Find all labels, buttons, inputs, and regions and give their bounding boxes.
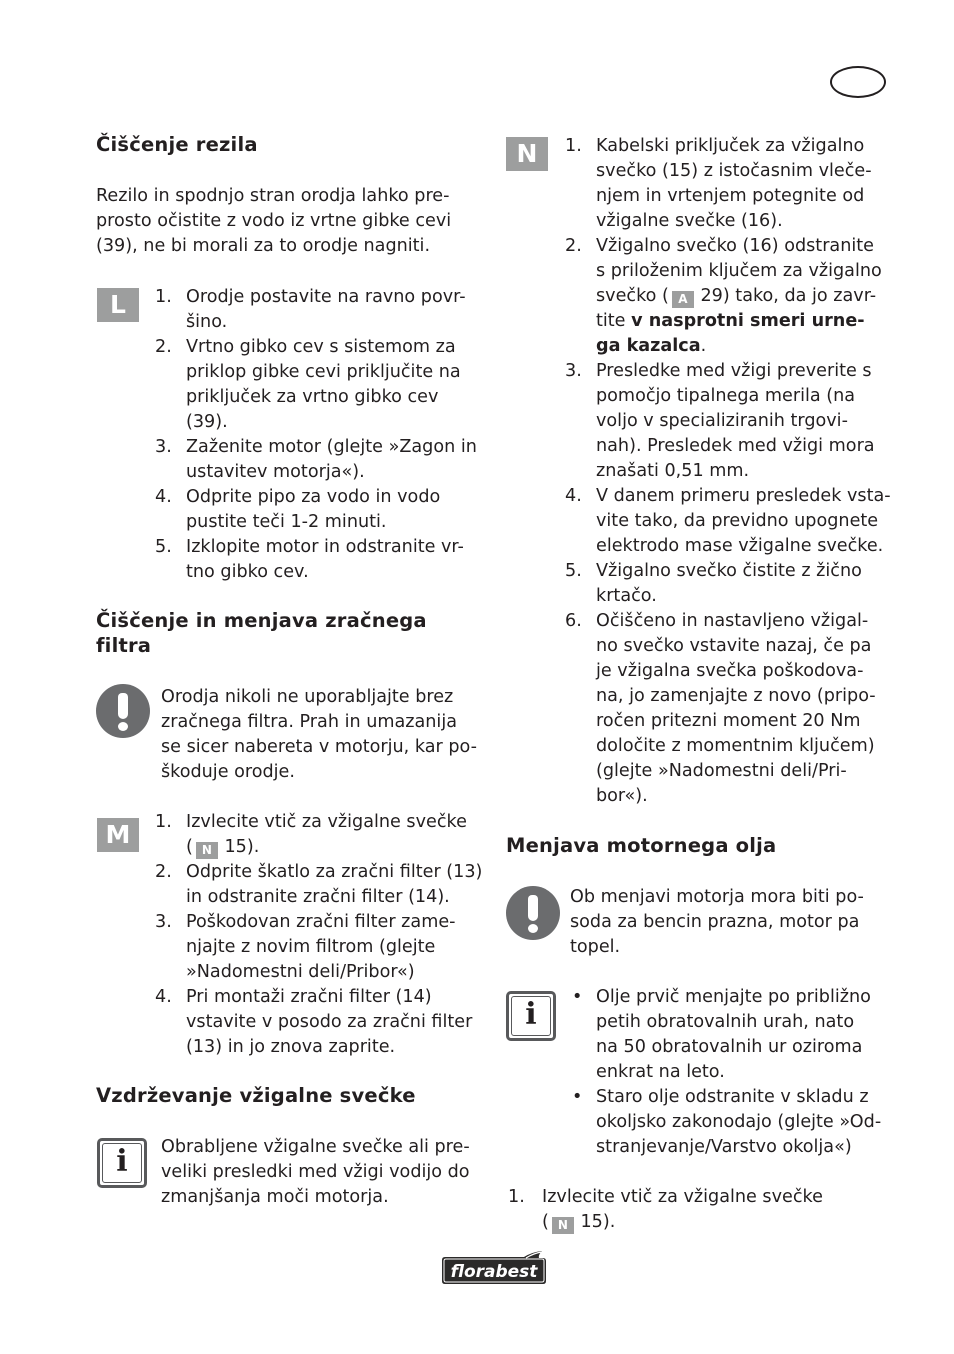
list-item [565, 134, 895, 234]
text-line: škoduje orodje. [161, 762, 295, 782]
list-item [155, 910, 485, 985]
list-item [155, 535, 485, 585]
list-item [155, 285, 485, 335]
steps-list-l [155, 285, 485, 585]
item-number: 4. [155, 987, 172, 1007]
text-line: tite v nasprotni smeri urne- [596, 311, 865, 331]
text-line: ( N 15). [542, 1212, 616, 1232]
text-line: no svečko vstavite nazaj, če pa [596, 636, 872, 656]
text-line: šino. [186, 312, 228, 332]
text-line: ( N 15). [186, 837, 260, 857]
list-item [565, 234, 895, 359]
item-number: 1. [565, 136, 582, 156]
list-item [155, 435, 485, 485]
text-line: se sicer nabereta v motorju, kar po- [161, 737, 477, 757]
item-number: 1. [155, 812, 172, 832]
step-marker-l: L [97, 288, 139, 322]
text-line: voljo v specializiranih trgovi- [596, 411, 848, 431]
heading-line: Čiščenje in menjava zračnega [96, 609, 427, 632]
text-line: Izvlecite vtič za vžigalne svečke [186, 812, 467, 832]
list-item [565, 609, 895, 809]
text-line: na, jo zamenjajte z novo (pripo- [596, 686, 876, 706]
text-line: (39). [186, 412, 228, 432]
list-item [565, 484, 895, 559]
text-line: Vrtno gibko cev s sistemom za [186, 337, 456, 357]
text-line: stranjevanje/Varstvo okolja«) [596, 1137, 852, 1157]
step-marker-n: N [506, 137, 548, 171]
text-line: tno gibko cev. [186, 562, 309, 582]
text-line: Odprite škatlo za zračni filter (13) [186, 862, 483, 882]
text-line: elektrodo mase vžigalne svečke. [596, 536, 884, 556]
list-item [155, 860, 485, 910]
text-line: Ob menjavi motorja mora biti po- [570, 887, 864, 907]
air-filter-warning-text [161, 685, 481, 785]
text-line: Odprite pipo za vodo in vodo [186, 487, 441, 507]
text-line: Rezilo in spodnjo stran orodja lahko pre- [96, 186, 450, 206]
text-line: petih obratovalnih urah, nato [596, 1012, 855, 1032]
text-line: Presledke med vžigi preverite s [596, 361, 872, 381]
text-line: Očiščeno in nastavljeno vžigal- [596, 611, 869, 631]
text-line: ustavitev motorja«). [186, 462, 365, 482]
text-line: pustite teči 1-2 minuti. [186, 512, 387, 532]
item-number: 2. [155, 337, 172, 357]
text-line: vžigalne svečke (16). [596, 211, 783, 231]
heading-blade-cleaning: Čiščenje rezila [96, 133, 258, 156]
heading-line: filtra [96, 634, 152, 657]
item-number: 4. [565, 486, 582, 506]
oil-change-warning-text [570, 885, 892, 960]
list-item [565, 559, 895, 609]
text-line: enkrat na leto. [596, 1062, 725, 1082]
list-item [155, 485, 485, 535]
blade-cleaning-paragraph [96, 184, 451, 259]
item-number: 2. [155, 862, 172, 882]
text-line: na 50 obratovalnih ur oziroma [596, 1037, 863, 1057]
text-line: (13) in jo znova zaprite. [186, 1037, 396, 1057]
item-number: 3. [565, 361, 582, 381]
text-line: Vžigalno svečko (16) odstranite [596, 236, 874, 256]
info-icon: i [97, 1138, 147, 1188]
text-line: zmanjšanja moči motorja. [161, 1187, 389, 1207]
list-item [155, 985, 485, 1060]
item-number: 1. [508, 1187, 525, 1207]
text-line: svečko (15) z istočasnim vleče- [596, 161, 872, 181]
list-item [572, 1085, 898, 1160]
bullet: • [572, 987, 583, 1007]
text-line: pomočjo tipalnega merila (na [596, 386, 856, 406]
language-oval-marker [830, 66, 886, 98]
item-number: 4. [155, 487, 172, 507]
text-line: prosto očistite z vodo iz vrtne gibke cevi [96, 211, 452, 231]
text-line: V danem primeru presledek vsta- [596, 486, 891, 506]
list-item [565, 359, 895, 484]
text-line: topel. [570, 937, 621, 957]
florabest-logo [438, 1250, 550, 1287]
text-line: Orodja nikoli ne uporabljajte brez [161, 687, 454, 707]
item-number: 6. [565, 611, 582, 631]
text-line: zračnega filtra. Prah in umazanija [161, 712, 457, 732]
heading-oil-change: Menjava motornega olja [506, 834, 777, 857]
text-line: priklop gibke cevi priključite na [186, 362, 461, 382]
bullet: • [572, 1087, 583, 1107]
heading-air-filter [96, 608, 480, 658]
warning-exclamation-icon [96, 684, 150, 738]
text-line: veliki presledki med vžigi vodijo do [161, 1162, 470, 1182]
list-item [508, 1185, 892, 1235]
text-line: okoljsko zakonodajo (glejte »Od- [596, 1112, 882, 1132]
text-line: ročen pritezni moment 20 Nm [596, 711, 861, 731]
text-line: vstavite v posodo za zračni filter [186, 1012, 473, 1032]
text-line: je vžigalna svečka poškodova- [596, 661, 864, 681]
oil-change-bullets [572, 985, 898, 1160]
logo-text: florabest [450, 1262, 538, 1282]
text-line: Orodje postavite na ravno povr- [186, 287, 466, 307]
warning-exclamation-icon [506, 886, 560, 940]
oil-change-steps [508, 1185, 892, 1235]
text-line: znašati 0,51 mm. [596, 461, 750, 481]
text-line: Kabelski priključek za vžigalno [596, 136, 865, 156]
text-line: Pri montaži zračni filter (14) [186, 987, 432, 1007]
figure-ref-badge: N [552, 1217, 574, 1234]
list-item [572, 985, 898, 1085]
item-number: 1. [155, 287, 172, 307]
figure-ref-badge: A [672, 291, 694, 308]
text-line: Zaženite motor (glejte »Zagon in [186, 437, 477, 457]
text-line: Izvlecite vtič za vžigalne svečke [542, 1187, 823, 1207]
text-line: bor«). [596, 786, 648, 806]
text-line: »Nadomestni deli/Pribor«) [186, 962, 415, 982]
text-line: (39), ne bi morali za to orodje nagniti. [96, 236, 431, 256]
step-marker-m: M [97, 818, 139, 852]
text-line: (glejte »Nadomestni deli/Pri- [596, 761, 847, 781]
text-line: krtačo. [596, 586, 657, 606]
text-line: svečko ( A 29) tako, da jo zavr- [596, 286, 877, 306]
text-line: nah). Presledek med vžigi mora [596, 436, 875, 456]
text-line: Staro olje odstranite v skladu z [596, 1087, 869, 1107]
item-number: 5. [155, 537, 172, 557]
steps-list-m [155, 810, 485, 1060]
item-number: 2. [565, 236, 582, 256]
text-line: njem in vrtenjem potegnite od [596, 186, 865, 206]
text-line: ga kazalca. [596, 336, 707, 356]
figure-ref-badge: N [196, 842, 218, 859]
text-line: Vžigalno svečko čistite z žično [596, 561, 862, 581]
list-item [155, 335, 485, 435]
text-line: priključek za vrtno gibko cev [186, 387, 439, 407]
list-item [155, 810, 485, 860]
text-line: določite z momentnim ključem) [596, 736, 875, 756]
steps-list-n [565, 134, 895, 809]
text-line: Obrabljene vžigalne svečke ali pre- [161, 1137, 470, 1157]
text-line: in odstranite zračni filter (14). [186, 887, 450, 907]
text-line: Izklopite motor in odstranite vr- [186, 537, 464, 557]
text-line: soda za bencin prazna, motor pa [570, 912, 860, 932]
item-number: 5. [565, 561, 582, 581]
heading-spark-plug-maintenance: Vzdrževanje vžigalne svečke [96, 1084, 416, 1107]
info-icon: i [506, 991, 556, 1041]
text-line: s priloženim ključem za vžigalno [596, 261, 882, 281]
item-number: 3. [155, 912, 172, 932]
text-line: Olje prvič menjajte po približno [596, 987, 871, 1007]
text-line: Poškodovan zračni filter zame- [186, 912, 456, 932]
text-line: vite tako, da previdno upognete [596, 511, 879, 531]
text-line: njajte z novim filtrom (glejte [186, 937, 436, 957]
item-number: 3. [155, 437, 172, 457]
spark-plug-info-text [161, 1135, 481, 1210]
